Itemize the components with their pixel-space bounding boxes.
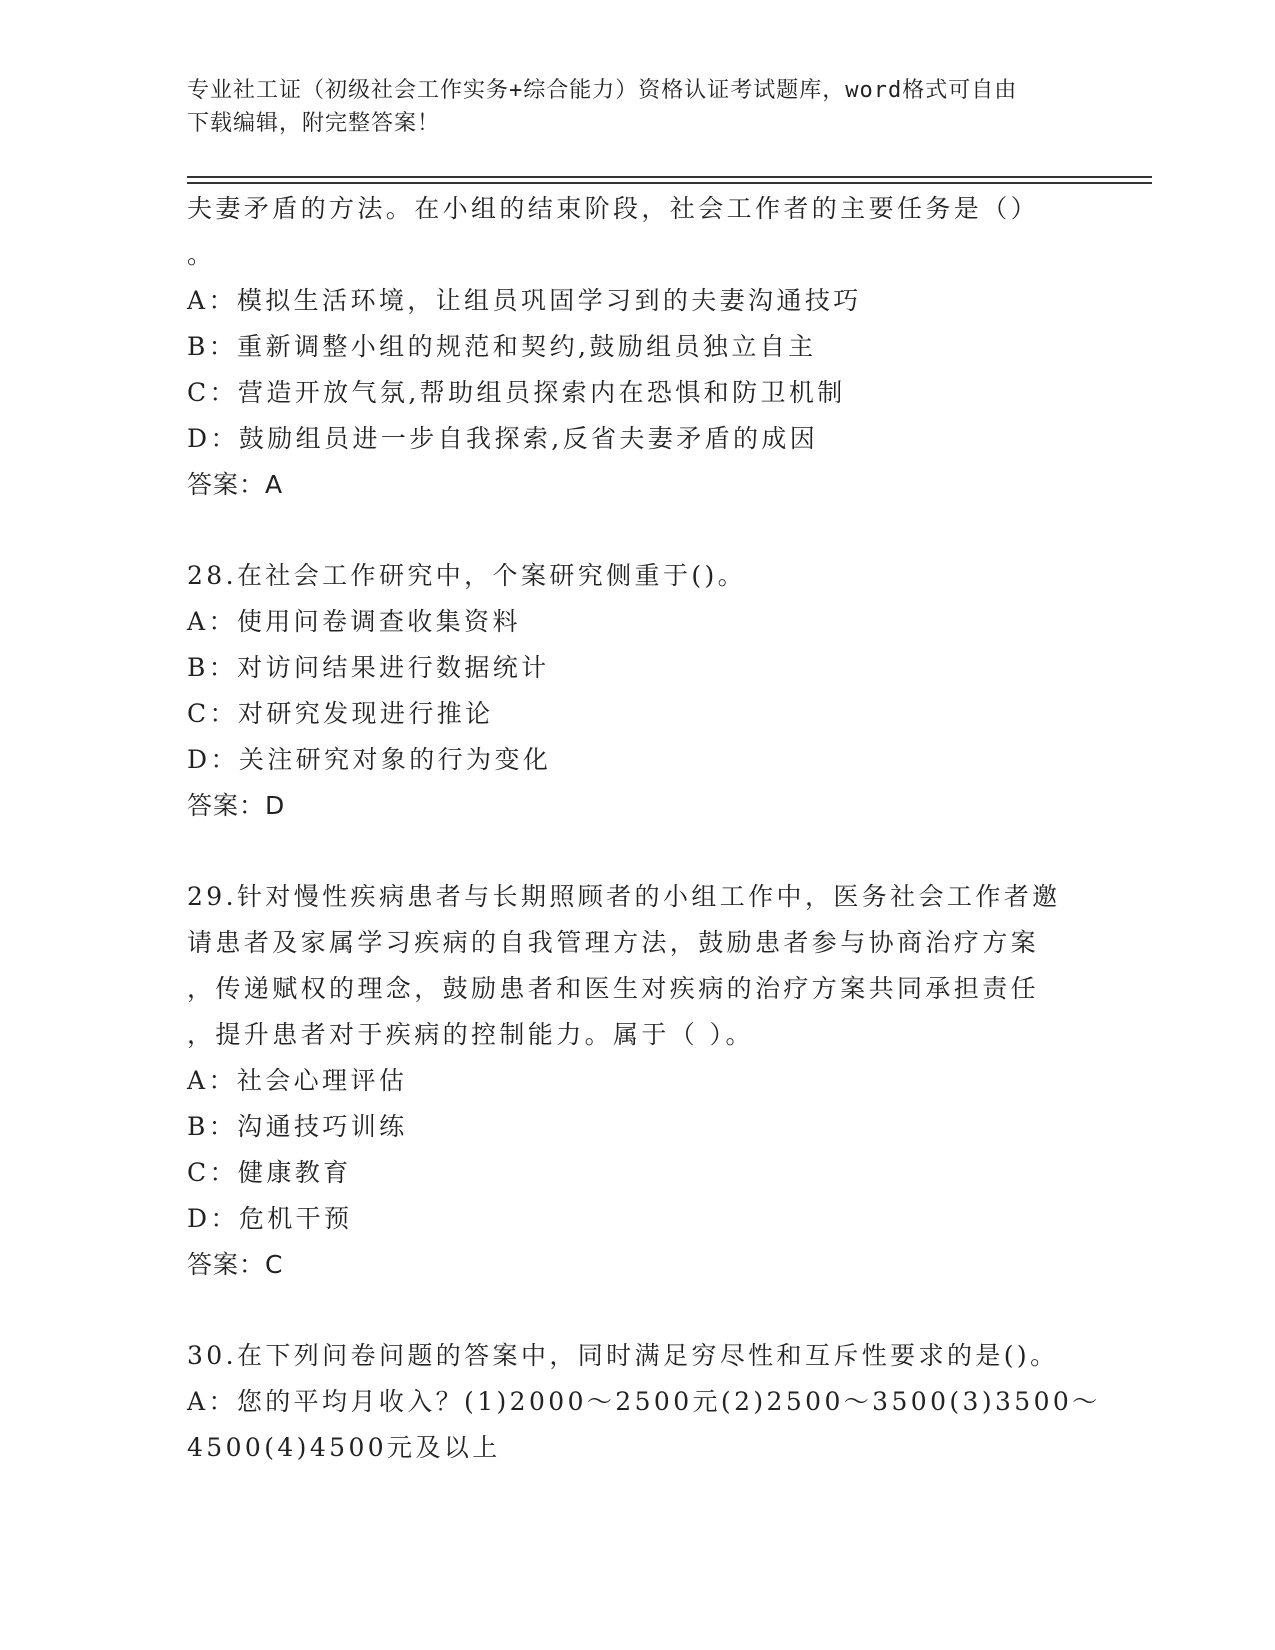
question-stem-line: ，传递赋权的理念，鼓励患者和医生对疾病的治疗方案共同承担责任 — [187, 974, 1040, 1003]
option-b: B：沟通技巧训练 — [187, 1112, 408, 1141]
spacer — [187, 1288, 1087, 1333]
option-d: D：鼓励组员进一步自我探索,反省夫妻矛盾的成因 — [187, 424, 819, 453]
spacer — [187, 508, 1087, 553]
question-stem-line: 请患者及家属学习疾病的自我管理方法，鼓励患者参与协商治疗方案 — [187, 928, 1040, 957]
page-header — [187, 74, 1087, 140]
question-27 — [187, 186, 1087, 508]
question-stem-line: 30.在下列问卷问题的答案中，同时满足穷尽性和互斥性要求的是()。 — [187, 1341, 1059, 1370]
option-a: A：使用问卷调查收集资料 — [187, 607, 521, 636]
option-a: A：您的平均月收入？(1)2000～2500元(2)2500～3500(3)3500～ — [187, 1387, 1101, 1416]
option-a: A：模拟生活环境，让组员巩固学习到的夫妻沟通技巧 — [187, 286, 862, 315]
header-line-2: 下载编辑，附完整答案！ — [187, 111, 441, 136]
option-d: D：危机干预 — [187, 1204, 353, 1233]
question-content — [187, 186, 1101, 1471]
header-divider-top — [187, 176, 1152, 178]
option-a: A：社会心理评估 — [187, 1066, 408, 1095]
question-stem-line: 28.在社会工作研究中，个案研究侧重于()。 — [187, 561, 747, 590]
answer: 答案：D — [187, 791, 286, 820]
question-stem-line: ，提升患者对于疾病的控制能力。属于（ ）。 — [187, 1020, 754, 1049]
answer: 答案：C — [187, 1250, 284, 1279]
option-b: B：重新调整小组的规范和契约,鼓励组员独立自主 — [187, 332, 817, 361]
header-divider-bottom — [187, 182, 1152, 184]
question-29 — [187, 874, 1087, 1288]
question-stem-line: 夫妻矛盾的方法。在小组的结束阶段，社会工作者的主要任务是（） — [187, 194, 1040, 223]
question-30 — [187, 1333, 1101, 1471]
answer: 答案：A — [187, 470, 284, 499]
question-stem-line: 29.针对慢性疾病患者与长期照顾者的小组工作中，医务社会工作者邀 — [187, 882, 1061, 911]
option-c: C：健康教育 — [187, 1158, 352, 1187]
question-28 — [187, 553, 1087, 829]
option-a-continued: 4500(4)4500元及以上 — [187, 1433, 501, 1462]
option-c: C：营造开放气氛,帮助组员探索内在恐惧和防卫机制 — [187, 378, 846, 407]
option-d: D：关注研究对象的行为变化 — [187, 745, 552, 774]
spacer — [187, 829, 1087, 874]
option-c: C：对研究发现进行推论 — [187, 699, 494, 728]
header-line-1: 专业社工证（初级社会工作实务+综合能力）资格认证考试题库，word格式可自由 — [187, 78, 1018, 103]
question-stem-line: 。 — [187, 240, 216, 269]
option-b: B：对访问结果进行数据统计 — [187, 653, 550, 682]
